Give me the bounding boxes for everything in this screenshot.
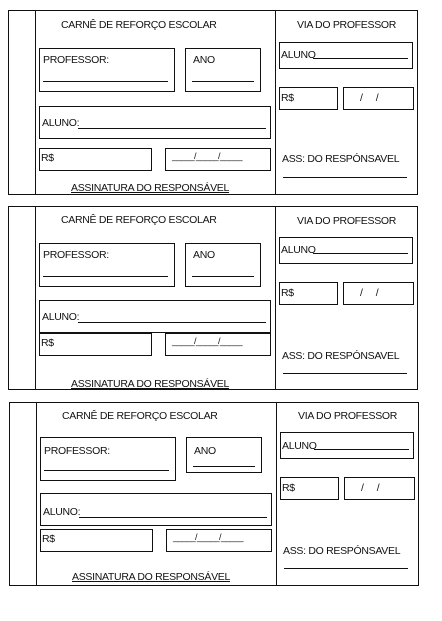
ano-field[interactable] <box>185 48 261 92</box>
aluno-label: ALUNO: <box>42 311 80 323</box>
via-aluno-label: ALUNO <box>281 49 316 61</box>
valor-field[interactable] <box>39 148 152 171</box>
data-slashes: _____/_____/_____ <box>172 151 242 161</box>
valor-field[interactable] <box>40 529 153 552</box>
carne-divider <box>276 403 277 585</box>
aluno-field[interactable] <box>39 106 271 139</box>
aluno-field[interactable] <box>39 300 271 333</box>
data-field[interactable] <box>165 333 271 356</box>
via-valor-label: R$ <box>281 287 294 299</box>
via-data: / / <box>360 287 379 299</box>
via-valor-label: R$ <box>281 92 294 104</box>
professor-field[interactable] <box>39 48 175 92</box>
ano-field[interactable] <box>186 437 262 473</box>
via-valor-field[interactable] <box>279 87 338 110</box>
data-slashes: _____/_____/_____ <box>172 336 242 346</box>
via-professor-title: VIA DO PROFESSOR <box>297 215 397 227</box>
ano-line <box>193 466 255 467</box>
professor-label: PROFESSOR: <box>43 54 109 66</box>
carne-stub <box>9 207 36 389</box>
ano-line <box>192 276 254 277</box>
via-data-field[interactable] <box>343 282 414 305</box>
ano-label: ANO <box>193 54 215 66</box>
via-data: / / <box>361 482 380 494</box>
valor-label: R$ <box>42 533 55 545</box>
carne-title: CARNÊ DE REFORÇO ESCOLAR <box>62 410 218 422</box>
data-slashes: _____/_____/_____ <box>173 532 243 542</box>
aluno-line <box>79 517 267 518</box>
valor-label: R$ <box>41 337 54 349</box>
professor-field[interactable] <box>39 243 175 287</box>
valor-label: R$ <box>41 152 54 164</box>
carne-stub <box>9 11 36 194</box>
via-aluno-label: ALUNO <box>281 244 316 256</box>
carne-3 <box>9 402 419 586</box>
ano-line <box>192 81 254 82</box>
via-assinatura-label: ASS: DO RESPÓNSAVEL <box>282 350 400 362</box>
ano-field[interactable] <box>185 243 261 287</box>
via-aluno-line <box>313 58 408 59</box>
professor-label: PROFESSOR: <box>44 445 110 457</box>
ano-label: ANO <box>194 445 216 457</box>
carne-stub <box>10 403 37 585</box>
via-assinatura-line <box>284 568 408 569</box>
assinatura-responsavel: ASSINATURA DO RESPONSÁVEL <box>71 182 230 194</box>
via-valor-field[interactable] <box>279 282 338 305</box>
via-professor-title: VIA DO PROFESSOR <box>298 410 398 422</box>
aluno-label: ALUNO: <box>43 506 81 518</box>
via-aluno-field[interactable] <box>279 237 413 264</box>
via-assinatura-label: ASS: DO RESPÓNSAVEL <box>283 545 401 557</box>
data-field[interactable] <box>165 148 271 171</box>
via-valor-field[interactable] <box>280 477 339 500</box>
via-assinatura-label: ASS: DO RESPÓNSAVEL <box>282 153 400 165</box>
via-assinatura-line <box>283 373 407 374</box>
via-aluno-line <box>313 253 408 254</box>
ano-label: ANO <box>193 249 215 261</box>
via-assinatura-line <box>283 177 407 178</box>
via-aluno-field[interactable] <box>279 42 413 69</box>
professor-line <box>44 470 169 471</box>
aluno-label: ALUNO: <box>42 117 80 129</box>
via-professor-title: VIA DO PROFESSOR <box>297 19 397 31</box>
aluno-field[interactable] <box>40 493 272 526</box>
carne-title: CARNÊ DE REFORÇO ESCOLAR <box>61 19 217 31</box>
via-aluno-field[interactable] <box>280 432 414 459</box>
aluno-line <box>78 322 266 323</box>
professor-label: PROFESSOR: <box>43 249 109 261</box>
professor-line <box>43 81 168 82</box>
carne-title: CARNÊ DE REFORÇO ESCOLAR <box>61 214 217 226</box>
assinatura-responsavel: ASSINATURA DO RESPONSÁVEL <box>72 571 231 583</box>
via-aluno-label: ALUNO <box>282 440 317 452</box>
via-valor-label: R$ <box>282 482 295 494</box>
via-aluno-line <box>314 449 409 450</box>
via-data-field[interactable] <box>344 477 415 500</box>
data-field[interactable] <box>166 529 272 552</box>
carne-2 <box>8 206 418 390</box>
aluno-line <box>78 128 266 129</box>
carne-divider <box>275 11 276 194</box>
valor-field[interactable] <box>39 333 152 356</box>
via-data: / / <box>360 92 379 104</box>
carne-divider <box>275 207 276 389</box>
professor-line <box>43 276 168 277</box>
via-data-field[interactable] <box>343 87 414 110</box>
carne-1 <box>8 10 418 195</box>
professor-field[interactable] <box>40 437 176 481</box>
assinatura-responsavel: ASSINATURA DO RESPONSÁVEL <box>71 378 230 390</box>
